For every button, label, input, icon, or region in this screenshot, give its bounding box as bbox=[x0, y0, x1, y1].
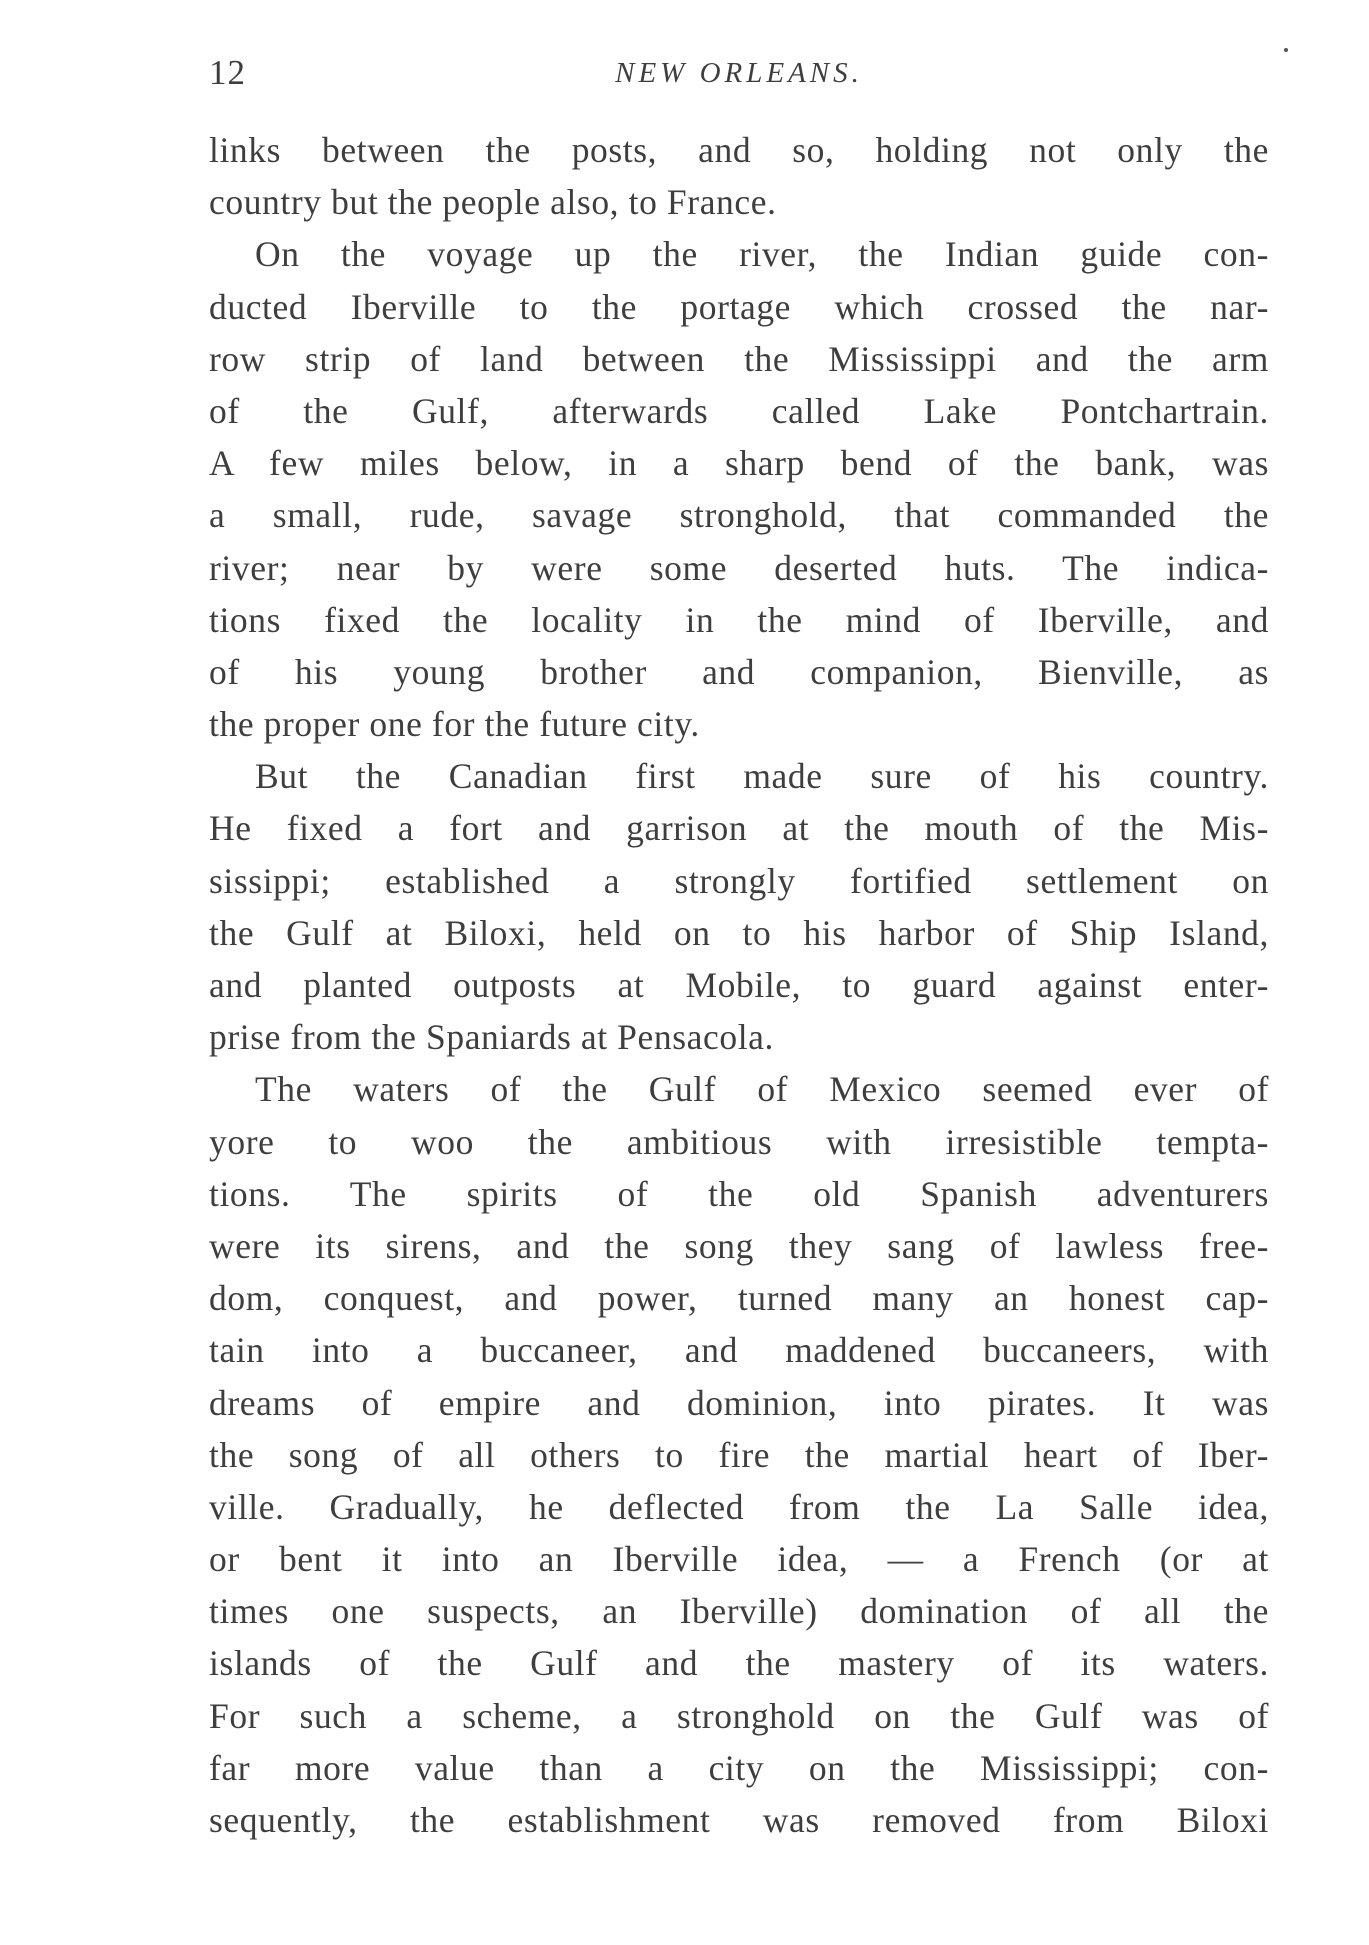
text-line: sissippi; established a strongly fortified settlement on bbox=[209, 860, 1269, 901]
text-line: dom, conquest, and power, turned many an honest cap- bbox=[209, 1278, 1269, 1319]
text-line: of his young brother and companion, Bienville, as bbox=[209, 651, 1269, 692]
text-line: But the Canadian first made sure of his country. bbox=[255, 756, 1269, 797]
text-line: the Gulf at Biloxi, held on to his harbor of Ship Island, bbox=[209, 912, 1269, 953]
text-line: ville. Gradually, he deflected from the La Salle idea, bbox=[209, 1486, 1269, 1527]
text-line: of the Gulf, afterwards called Lake Pontchartrain. bbox=[209, 390, 1269, 431]
text-line: or bent it into an Iberville idea, — a French (or at bbox=[209, 1539, 1269, 1580]
ink-speck bbox=[1284, 48, 1288, 52]
text-line: the song of all others to fire the martial heart of Iber- bbox=[209, 1434, 1269, 1475]
text-line: tain into a buccaneer, and maddened buccaneers, with bbox=[209, 1330, 1269, 1371]
text-line: tions. The spirits of the old Spanish adventurers bbox=[209, 1173, 1269, 1214]
text-line: a small, rude, savage stronghold, that commanded the bbox=[209, 495, 1269, 536]
text-line: tions fixed the locality in the mind of Iberville, and bbox=[209, 599, 1269, 640]
text-line: islands of the Gulf and the mastery of its waters. bbox=[209, 1643, 1269, 1684]
text-line: country but the people also, to France. bbox=[209, 182, 777, 223]
text-line: prise from the Spaniards at Pensacola. bbox=[209, 1017, 775, 1058]
text-line: far more value than a city on the Mississippi; con- bbox=[209, 1747, 1269, 1788]
running-title: NEW ORLEANS. bbox=[615, 57, 863, 89]
text-line: river; near by were some deserted huts. The indica- bbox=[209, 547, 1269, 588]
running-head bbox=[209, 48, 1269, 98]
text-line: and planted outposts at Mobile, to guard against enter- bbox=[209, 965, 1269, 1005]
text-line: the proper one for the future city. bbox=[209, 704, 700, 745]
text-line: On the voyage up the river, the Indian guide con- bbox=[255, 234, 1269, 275]
text-line: The waters of the Gulf of Mexico seemed ever of bbox=[255, 1069, 1269, 1110]
body-text bbox=[209, 124, 1269, 1846]
text-line: yore to woo the ambitious with irresistible tempta- bbox=[209, 1121, 1269, 1162]
text-line: links between the posts, and so, holding not only the bbox=[209, 130, 1269, 170]
text-line: sequently, the establishment was removed from Biloxi bbox=[209, 1800, 1269, 1840]
text-line: For such a scheme, a stronghold on the Gulf was of bbox=[209, 1695, 1269, 1736]
text-line: dreams of empire and dominion, into pirates. It was bbox=[209, 1382, 1269, 1423]
page-number: 12 bbox=[209, 53, 246, 92]
text-line: ducted Iberville to the portage which crossed the nar- bbox=[209, 286, 1269, 327]
text-line: times one suspects, an Iberville) domination of all the bbox=[209, 1591, 1269, 1632]
text-line: A few miles below, in a sharp bend of the bank, was bbox=[209, 443, 1269, 484]
text-line: were its sirens, and the song they sang of lawless free- bbox=[209, 1225, 1269, 1266]
text-line: He fixed a fort and garrison at the mouth of the Mis- bbox=[209, 808, 1269, 849]
text-line: row strip of land between the Mississippi and the arm bbox=[209, 338, 1269, 379]
